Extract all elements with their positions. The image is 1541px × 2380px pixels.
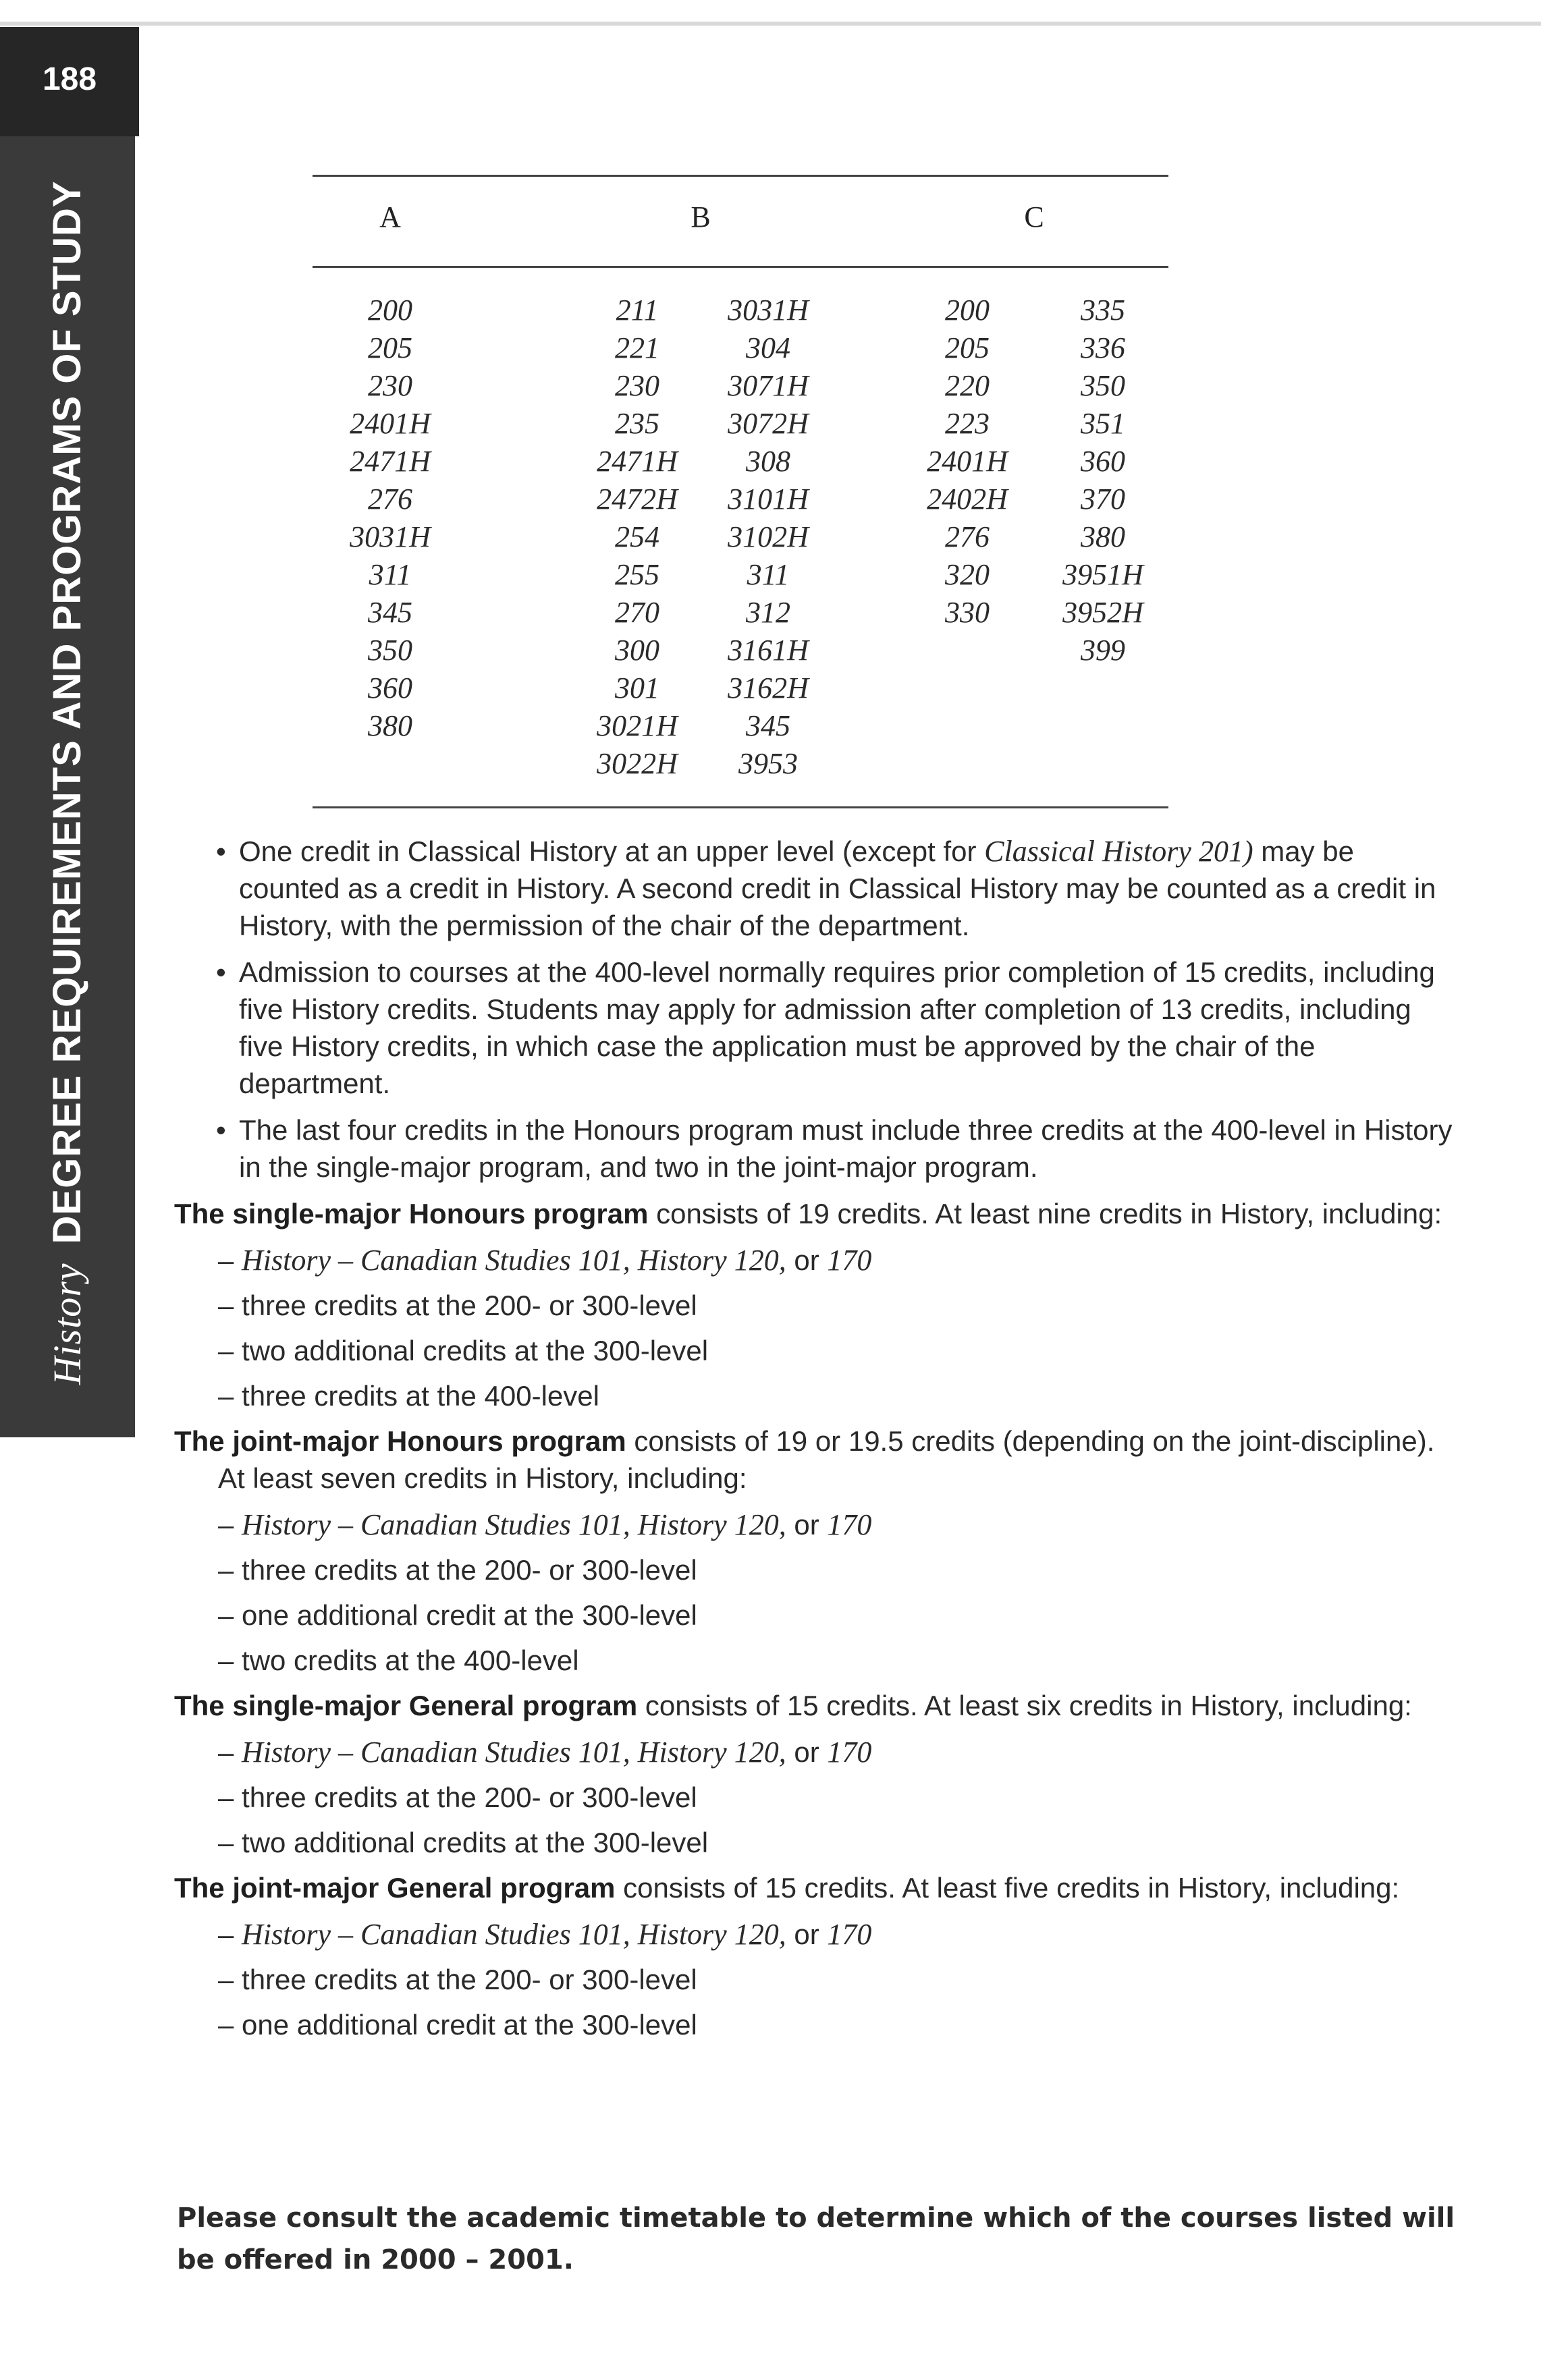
course-number: 2401H [350,407,431,440]
course-number: 221 [615,331,659,364]
body-text [174,833,1457,2051]
course-number: 270 [615,596,659,629]
course-number: 360 [368,671,412,704]
course-number: 2472H [597,482,678,516]
table-header-a: A [379,200,401,233]
course-number: 230 [368,369,412,402]
course-number: 3951H [1062,558,1143,591]
course-number: 350 [368,634,412,667]
course-number: 2401H [927,445,1008,478]
course-number: 301 [615,671,659,704]
course-number: 304 [746,331,790,364]
program-joint-major-honours: The joint-major Honours program consists of 19 or 19.5 credits (depending on the joint-discipline). At least seven credits in History, including: [174,1425,1435,1494]
course-number: 3952H [1062,596,1143,629]
list-item: – History – Canadian Studies 101, History 120, or 170 [218,1736,872,1769]
course-number: 399 [1081,634,1125,667]
course-number: 220 [945,369,990,402]
course-number: 3162H [728,671,809,704]
table-header-rule [313,266,1168,268]
column-a [309,292,471,745]
list-item: – three credits at the 400-level [218,1380,599,1412]
program-requirements-list [218,1912,1457,2047]
course-number: 3102H [728,520,809,553]
course-number: 335 [1081,294,1125,327]
course-number: 350 [1081,369,1125,402]
course-number: 351 [1081,407,1125,440]
course-number: 345 [746,709,790,742]
list-item: – two credits at the 400-level [218,1644,579,1676]
course-number: 200 [368,294,412,327]
course-number: 3031H [728,294,809,327]
course-number: 211 [616,294,659,327]
course-number: 320 [945,558,990,591]
bullet-mark: • [216,835,226,867]
list-item: – History – Canadian Studies 101, History 120, or 170 [218,1244,872,1277]
list-item: – three credits at the 200- or 300-level [218,1781,697,1813]
course-number: 205 [945,331,990,364]
course-number: 360 [1081,445,1125,478]
bullet-classical-history: • One credit in Classical History at an upper level (except for Classical History 201) may be counted as a credit in History. A second credit in Classical History may be counted as a credit in History, with the permission of the chair of the department. [174,833,1457,944]
course-number: 308 [746,445,790,478]
bullet-admission: • Admission to courses at the 400-level normally requires prior completion of 15 credits, including five History credits. Students may apply for admission after completion of 13 credits, including five History credits, in which case the application must be approved by the chair of the department. [174,953,1457,1102]
list-item: – three credits at the 200- or 300-level [218,1964,697,1995]
course-number: 311 [369,558,412,591]
course-number: 200 [945,294,990,327]
table-top-rule [313,175,1168,177]
course-number: 255 [615,558,659,591]
course-number: 3953 [738,747,798,780]
course-number: 345 [368,596,412,629]
course-number: 3031H [350,520,431,553]
list-item: – History – Canadian Studies 101, History 120, or 170 [218,1918,872,1951]
course-number: 312 [746,596,790,629]
course-number: 223 [945,407,990,440]
column-b-right [687,292,849,783]
course-number: 336 [1081,331,1125,364]
timetable-note: Please consult the academic timetable to determine which of the courses listed will be offered in 2000 – 2001. [177,2203,1455,2275]
course-number: 3022H [597,747,678,780]
bullet-mark: • [216,956,226,988]
list-item: – one additional credit at the 300-level [218,2009,697,2041]
course-number: 3021H [597,709,678,742]
table-header-c: C [1024,200,1044,233]
scan-top-edge [0,22,1541,26]
list-item: – one additional credit at the 300-level [218,1599,697,1631]
course-number: 330 [945,596,990,629]
bullet-last-four-credits: • The last four credits in the Honours program must include three credits at the 400-level in History in the single-major program, and two in the joint-major program. [174,1111,1457,1186]
program-requirements-list [218,1238,1457,1418]
course-number: 3072H [728,407,809,440]
course-number: 254 [615,520,659,553]
course-number: 276 [368,482,412,516]
list-item: – three credits at the 200- or 300-level [218,1290,697,1321]
course-number: 2471H [597,445,678,478]
course-number: 380 [368,709,412,742]
sidebar-section: DEGREE REQUIREMENTS AND PROGRAMS OF STUDY [45,180,89,1244]
course-number: 2471H [350,445,431,478]
list-item: – two additional credits at the 300-level [218,1827,709,1858]
course-number: 311 [747,558,790,591]
table-header-b: B [691,200,711,233]
page-number: 188 [42,61,97,97]
bullet-mark: • [216,1114,226,1146]
course-number: 3071H [728,369,809,402]
sidebar-subject: History [45,1263,89,1385]
course-number: 380 [1081,520,1125,553]
sidebar-title [30,108,105,1458]
list-item: – History – Canadian Studies 101, History 120, or 170 [218,1508,872,1541]
program-requirements-list [218,1502,1457,1683]
course-number: 370 [1081,482,1125,516]
column-c-right [1022,292,1184,669]
program-single-major-honours: The single-major Honours program consists of 19 credits. At least nine credits in History, including: [174,1198,1442,1229]
table-bottom-rule [313,806,1168,808]
course-number: 3101H [728,482,809,516]
course-number: 205 [368,331,412,364]
list-item: – three credits at the 200- or 300-level [218,1554,697,1586]
program-joint-major-general: The joint-major General program consists of 15 credits. At least five credits in History, including: [174,1872,1400,1904]
course-number: 230 [615,369,659,402]
course-number: 235 [615,407,659,440]
list-item: – two additional credits at the 300-level [218,1335,709,1366]
program-single-major-general: The single-major General program consists of 15 credits. At least six credits in History, including: [174,1690,1412,1721]
course-number: 2402H [927,482,1008,516]
course-number: 276 [945,520,990,553]
course-number: 3161H [728,634,809,667]
program-requirements-list [218,1729,1457,1865]
course-number: 300 [615,634,659,667]
